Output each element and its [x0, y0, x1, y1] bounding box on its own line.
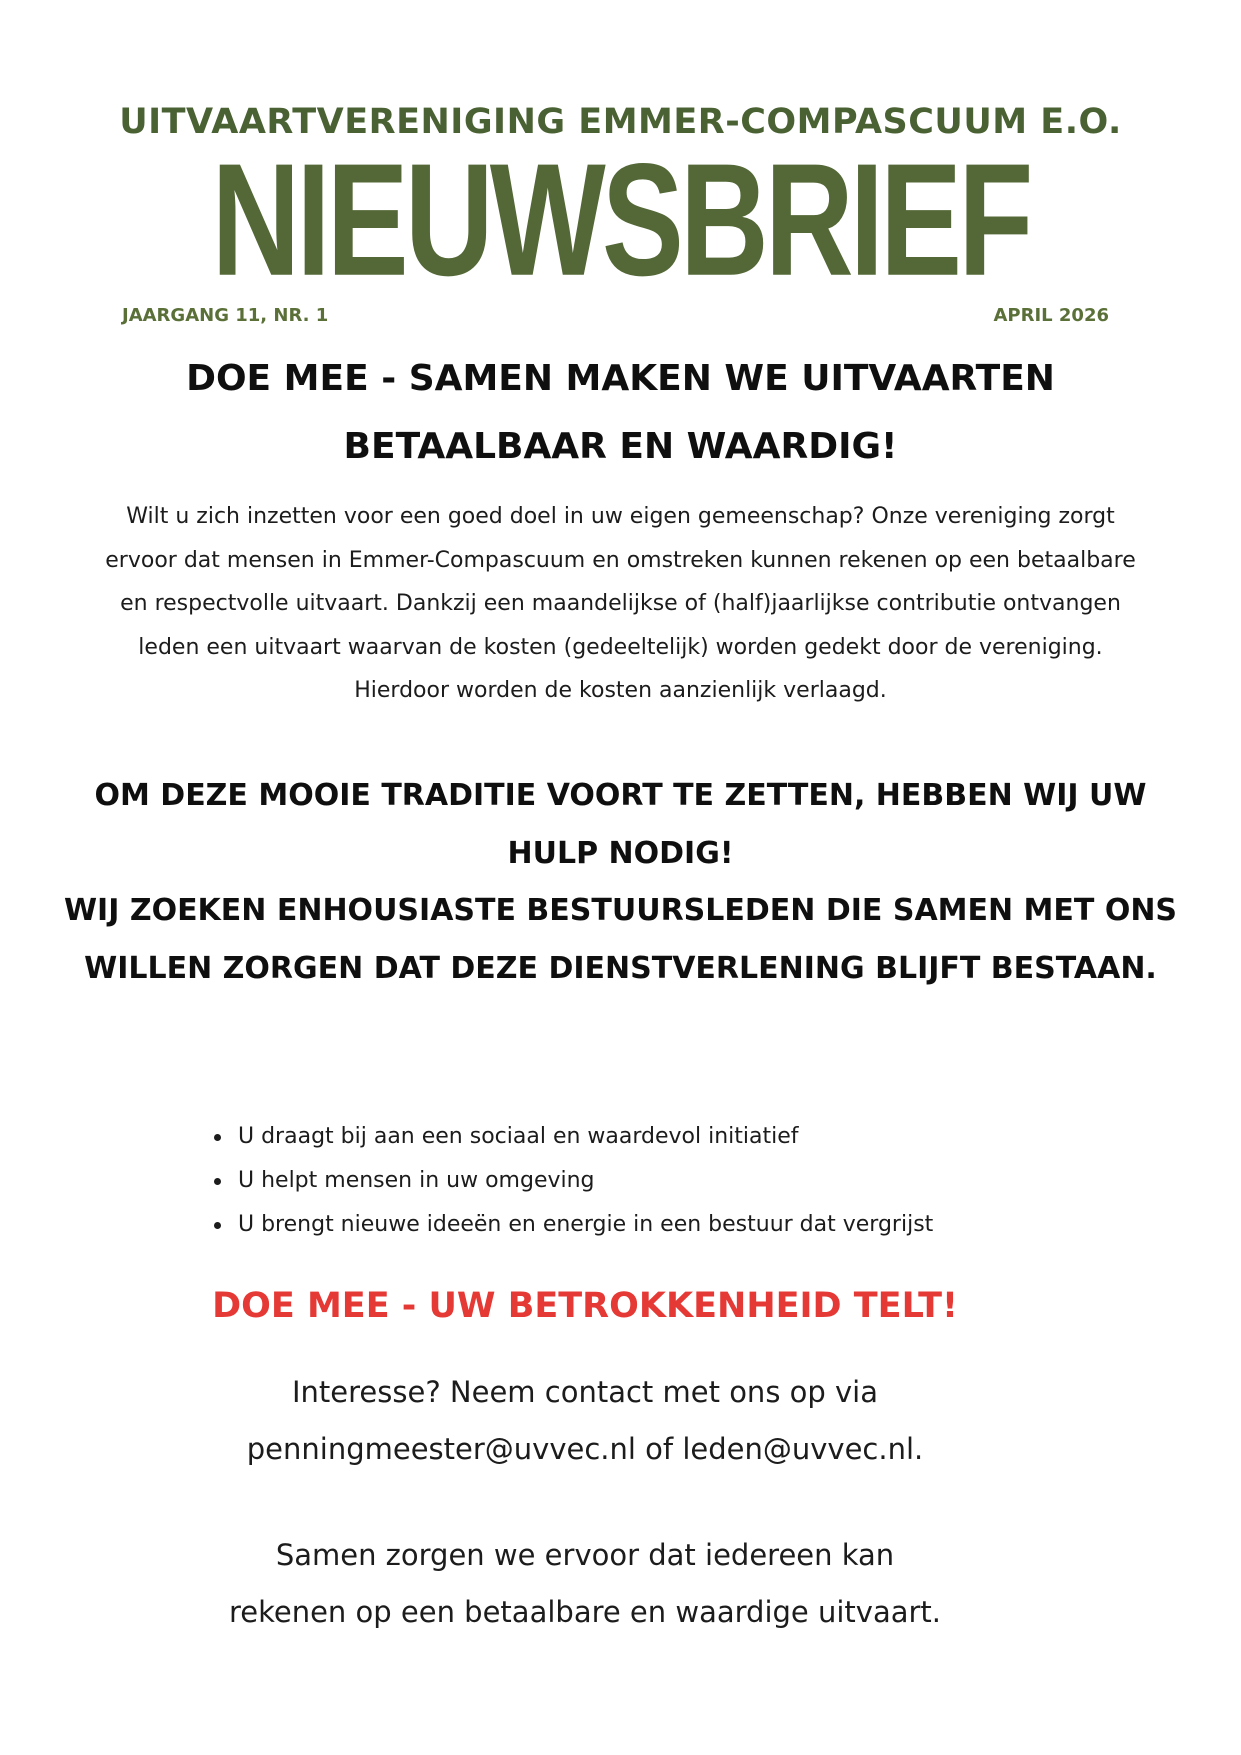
contact-info — [100, 1364, 1070, 1478]
contact-line: Interesse? Neem contact met ons op via — [291, 1375, 879, 1409]
contact-emails: penningmeester@uvvec.nl of leden@uvvec.nl. — [246, 1432, 924, 1466]
article-headline: DOE MEE - SAMEN MAKEN WE UITVAARTEN BETAALBAAR EN WAARDIG! — [186, 358, 1055, 467]
issue-number: JAARGANG 11, NR. 1 — [122, 305, 329, 326]
list-item: U helpt mensen in uw omgeving — [210, 1159, 1110, 1203]
call-to-action: DOE MEE - UW BETROKKENHEID TELT! — [212, 1286, 958, 1326]
intro-paragraph: Wilt u zich inzetten voor een goed doel in uw eigen gemeenschap? Onze vereniging zorgt ervoor dat mensen in Emmer-Compascuum en omstreken kunnen rekenen op een betaalbare en respectvolle uitvaart. Dankzij een maandelijkse of (half)jaarlijkse contributie ontvangen leden een uitvaart waarvan de kosten (gedeeltelijk) worden gedekt door de vereniging. Hierdoor worden de kosten aanzienlijk verlaagd. — [105, 504, 1136, 703]
callout-board-members: WIJ ZOEKEN ENHOUSIASTE BESTUURSLEDEN DIE SAMEN MET ONS WILLEN ZORGEN DAT DEZE DIENSTVERLENING BLIJFT BESTAAN. — [63, 893, 1178, 986]
callout-help-needed: OM DEZE MOOIE TRADITIE VOORT TE ZETTEN, HEBBEN WIJ UW HULP NODIG! — [94, 778, 1147, 871]
benefits-list — [210, 1115, 1110, 1247]
organization-name: UITVAARTVERENIGING EMMER-COMPASCUUM E.O. — [119, 102, 1122, 142]
issue-date: APRIL 2026 — [993, 305, 1109, 326]
list-item: U brengt nieuwe ideeën en energie in een bestuur dat vergrijst — [210, 1203, 1110, 1247]
list-item: U draagt bij aan een sociaal en waardevol initiatief — [210, 1115, 1110, 1159]
closing-line: Samen zorgen we ervoor dat iedereen kan — [275, 1538, 895, 1572]
newsletter-masthead: NIEUWSBRIEF — [211, 131, 1030, 310]
closing-line: rekenen op een betaalbare en waardige uitvaart. — [228, 1595, 941, 1629]
callout-block — [60, 767, 1181, 997]
closing-statement — [100, 1527, 1070, 1641]
